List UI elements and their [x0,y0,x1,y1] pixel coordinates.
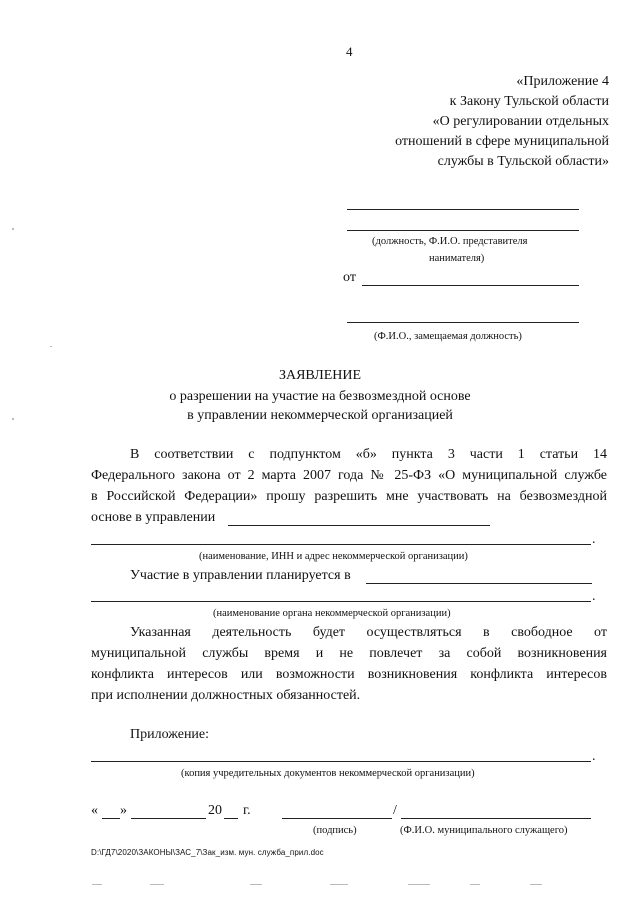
p3-line-2: муниципальной службы время и не повлечет за собой возникновения [91,646,607,661]
p1-line-2: Федерального закона от 2 марта 2007 года № 25-ФЗ «О муниципальной службе [91,468,607,483]
attachment-field-line[interactable] [91,761,591,762]
page-number: 4 [346,44,353,59]
p3-line-4: при исполнении должностных обязанностей. [91,688,361,703]
body-field-line-2[interactable] [91,601,591,602]
org-field-line-2[interactable] [91,544,591,545]
org-line-period: . [592,532,596,547]
date-year-field[interactable] [224,818,238,819]
attachment-caption: (копия учредительных документов некоммерческой организации) [181,768,475,779]
signature-slash: / [393,803,397,818]
footer-file-path: D:\ГД7\2020\ЗАКОНЫ\ЗАС_7\Зак_изм. мун. служба_прил.doc [91,848,324,857]
appendix-line-1: «Приложение 4 [516,74,609,89]
body-line-period: . [592,589,596,604]
applicant-field-line[interactable] [347,322,579,323]
scan-artifact [530,884,542,885]
org-caption: (наименование, ИНН и адрес некоммерческой организации) [199,551,468,562]
employer-field-line-2[interactable] [347,230,579,231]
employee-name-field[interactable] [401,818,591,819]
org-field-line-1[interactable] [228,525,490,526]
attachment-line-period: . [592,749,596,764]
scan-artifact [12,418,14,420]
year-prefix: 20 [208,803,222,818]
date-day-field[interactable] [102,818,120,819]
p1-line-3: в Российской Федерации» прошу разрешить мне участвовать на безвозмездной [91,489,607,504]
signature-field[interactable] [282,818,392,819]
title-subtitle-2: в управлении некоммерческой организацией [187,408,453,423]
title-subtitle-1: о разрешении на участие на безвозмездной основе [169,389,471,404]
year-suffix: г. [243,803,251,818]
title-heading: ЗАЯВЛЕНИЕ [278,368,362,383]
appendix-line-3: «О регулировании отдельных [432,114,609,129]
p1-line-4: основе в управлении [91,510,216,525]
body-caption: (наименование органа некоммерческой организации) [213,608,451,619]
p1-line-1: В соответствии с подпунктом «б» пункта 3 части 1 статьи 14 [130,447,607,462]
date-open-quote: « [91,803,98,818]
scan-artifact [12,228,14,230]
employer-caption-1: (должность, Ф.И.О. представителя [372,236,528,247]
p3-line-3: конфликта интересов или возможности возникновения конфликта интересов [91,667,607,682]
date-close-quote: » [120,803,127,818]
applicant-caption: (Ф.И.О., замещаемая должность) [374,331,522,342]
scan-artifact [408,884,430,885]
employer-field-line-1[interactable] [347,209,579,210]
scan-artifact [150,884,164,885]
from-field-line[interactable] [362,285,579,286]
scan-artifact [250,884,262,885]
appendix-line-2: к Закону Тульской области [449,94,609,109]
appendix-line-5: службы в Тульской области» [437,154,609,169]
body-field-line-1[interactable] [366,583,592,584]
scan-artifact [50,346,52,347]
p2-text: Участие в управлении планируется в [130,568,351,583]
scan-artifact [330,884,348,885]
employer-caption-2: нанимателя) [429,253,485,264]
signature-caption: (подпись) [313,825,357,836]
p3-line-1: Указанная деятельность будет осуществляться в свободное от [130,625,607,640]
scan-artifact [470,884,480,885]
appendix-line-4: отношений в сфере муниципальной [395,134,609,149]
scan-artifact [92,884,102,885]
from-label: от [343,270,356,285]
employee-name-caption: (Ф.И.О. муниципального служащего) [400,825,568,836]
attachment-label: Приложение: [130,727,210,742]
date-month-field[interactable] [131,818,206,819]
